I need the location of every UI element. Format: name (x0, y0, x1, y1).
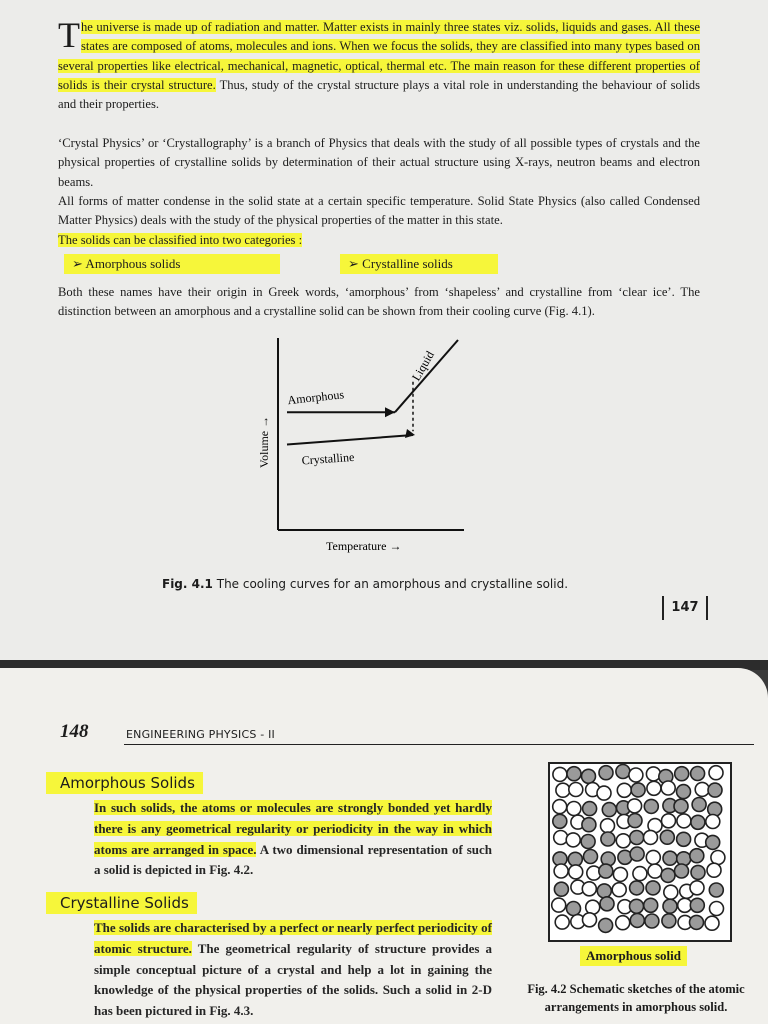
atom (552, 898, 566, 912)
intro-highlight: he universe is made up of radiation and matter. Matter exists in mainly three states viz. solids, liquids and gases. All these states are composed of atoms, molecules and ions. When we focus the solids, they are classified into many types based on several properties like electrical, mechanical, magnetic, optical, thermal etc. The main reason for these different properties of solids is their crystal structure. (58, 20, 700, 92)
atom (644, 799, 658, 813)
atom (710, 902, 724, 916)
atom (706, 835, 720, 849)
atom (554, 831, 568, 845)
atom (597, 786, 611, 800)
condensed-text: All forms of matter condense in the solid state at a certain specific temperature. Solid State Physics (also called Condensed Matter Physics) deals with the study of the physical properties of the matter in this state. (58, 194, 700, 228)
atom (599, 918, 613, 932)
atom (661, 781, 675, 795)
atom (567, 902, 581, 916)
atom (661, 868, 675, 882)
atom (600, 897, 614, 911)
fig1-caption (162, 577, 568, 591)
atom (705, 916, 719, 930)
page-number-147: 147 (662, 596, 708, 620)
atom (647, 781, 661, 795)
crystalline-paragraph (94, 918, 492, 1022)
atom (709, 766, 723, 780)
atom (691, 815, 705, 829)
crystalline-heading: Crystalline Solids (46, 892, 197, 914)
atom (567, 767, 581, 781)
amorphous-heading: Amorphous Solids (46, 772, 203, 794)
atom (630, 881, 644, 895)
atom (602, 803, 616, 817)
categories-highlight: The solids can be classified into two categories : (58, 232, 303, 247)
atom (630, 831, 644, 845)
atom (554, 882, 568, 896)
atom (644, 830, 658, 844)
atom (553, 800, 567, 814)
atom (616, 765, 630, 779)
y-axis-label: Volume → (257, 415, 271, 468)
atom (628, 814, 642, 828)
running-page-number: 148 (60, 721, 89, 742)
atom (554, 864, 568, 878)
atom (616, 916, 630, 930)
atom (599, 864, 613, 878)
page-148 (0, 668, 768, 1024)
atom (631, 783, 645, 797)
condensed-matter-paragraph (58, 192, 700, 250)
atom (662, 814, 676, 828)
atom (630, 913, 644, 927)
atom (662, 914, 676, 928)
atom (566, 833, 580, 847)
atom (597, 884, 611, 898)
atom (695, 782, 709, 796)
atom (617, 783, 631, 797)
bullet-amorphous: ➢ Amorphous solids (64, 254, 280, 274)
atom (663, 851, 677, 865)
atom (663, 899, 677, 913)
amorphous-atoms (550, 764, 730, 940)
atom (583, 802, 597, 816)
atom (582, 882, 596, 896)
atom (664, 885, 678, 899)
amorphous-paragraph (94, 798, 492, 881)
series-crystalline (287, 435, 413, 445)
atom (599, 766, 613, 780)
atom (708, 783, 722, 797)
atom (569, 865, 583, 879)
bullet-crystalline: ➢ Crystalline solids (340, 254, 498, 274)
atom (581, 835, 595, 849)
atom (690, 849, 704, 863)
atom (628, 799, 642, 813)
atom (553, 814, 567, 828)
intro-rest: Thus, study of the crystal structure plays a vital role in understanding the behaviour of solids and their properties. (58, 77, 701, 112)
atom (660, 830, 674, 844)
atom (675, 864, 689, 878)
atom (633, 867, 647, 881)
atom (646, 767, 660, 781)
atom (567, 802, 581, 816)
atom (646, 881, 660, 895)
atom (675, 767, 689, 781)
atom (569, 783, 583, 797)
atom (690, 915, 704, 929)
atom (646, 850, 660, 864)
amorphous-label: Amorphous (286, 387, 345, 408)
atom (582, 818, 596, 832)
intro-paragraph (58, 15, 701, 114)
atom (691, 865, 705, 879)
atom (583, 913, 597, 927)
atom (556, 783, 570, 797)
atom (616, 834, 630, 848)
crystallography-paragraph: ‘Crystal Physics’ or ‘Crystallography’ is a branch of Physics that deals with the study of all possible types of crystals and the physical properties of crystalline solids by determination of their actual structure using X-rays, neutron beams and electron beams. (58, 136, 700, 189)
atom (690, 898, 704, 912)
fig2-label: Amorphous solid (580, 946, 687, 966)
atom (644, 898, 658, 912)
crystalline-label: Crystalline (301, 449, 355, 468)
atom (692, 798, 706, 812)
atom (601, 819, 615, 833)
atom (586, 900, 600, 914)
liquid-label: Liquid (408, 348, 437, 384)
atom (612, 883, 626, 897)
drop-cap: T (58, 15, 80, 55)
atom (674, 799, 688, 813)
atom (630, 899, 644, 913)
atom (677, 785, 691, 799)
atom (613, 867, 627, 881)
amorphous-figure (548, 762, 732, 942)
atom (707, 863, 721, 877)
atom (648, 864, 662, 878)
cooling-curve-chart (252, 330, 532, 560)
fig1-caption-text: The cooling curves for an amorphous and crystalline solid. (216, 577, 569, 591)
atom (677, 814, 691, 828)
atom (630, 847, 644, 861)
atom (691, 767, 705, 781)
atom (601, 832, 615, 846)
atom (629, 768, 643, 782)
atom (711, 851, 725, 865)
atom (706, 815, 720, 829)
atom (553, 767, 567, 781)
greek-origin-paragraph: Both these names have their origin in Greek words, ‘amorphous’ from ‘shapeless’ and crystalline from ‘clear ice’. The distinction between an amorphous and a crystalline solid can be shown from their cooling curve (Fig. 4.1). (58, 285, 700, 319)
amorphous-arrowhead (385, 407, 395, 417)
atom (645, 914, 659, 928)
atom (677, 832, 691, 846)
crystalline-highlight: The solids are characterised by a perfect or nearly perfect periodicity of atomic structure. (94, 920, 492, 956)
atom (555, 915, 569, 929)
crystalline-rest: The geometrical regularity of structure provides a simple conceptual picture of a crystal and help a lot in gaining the knowledge of the physical properties of the solids. Such a solid in 2-D has been pictured in Fig. 4.3. (94, 940, 493, 1019)
fig2-caption: Fig. 4.2 Schematic sketches of the atomic arrangements in amorphous solid. (527, 982, 745, 1014)
running-title: ENGINEERING PHYSICS - II (126, 728, 275, 741)
atom (709, 883, 723, 897)
fig1-caption-number: Fig. 4.1 (162, 577, 213, 591)
header-rule (124, 744, 754, 745)
amorphous-rest: A two dimensional representation of such a solid is depicted in Fig. 4.2. (94, 841, 493, 878)
atom (582, 769, 596, 783)
atom (690, 881, 704, 895)
amorphous-highlight: In such solids, the atoms or molecules are strongly bonded yet hardly there is any geometrical regularity or periodicity in the way in which atoms are arranged in space. (94, 800, 492, 857)
x-axis-label: Temperature → (326, 539, 402, 553)
atom (584, 850, 598, 864)
